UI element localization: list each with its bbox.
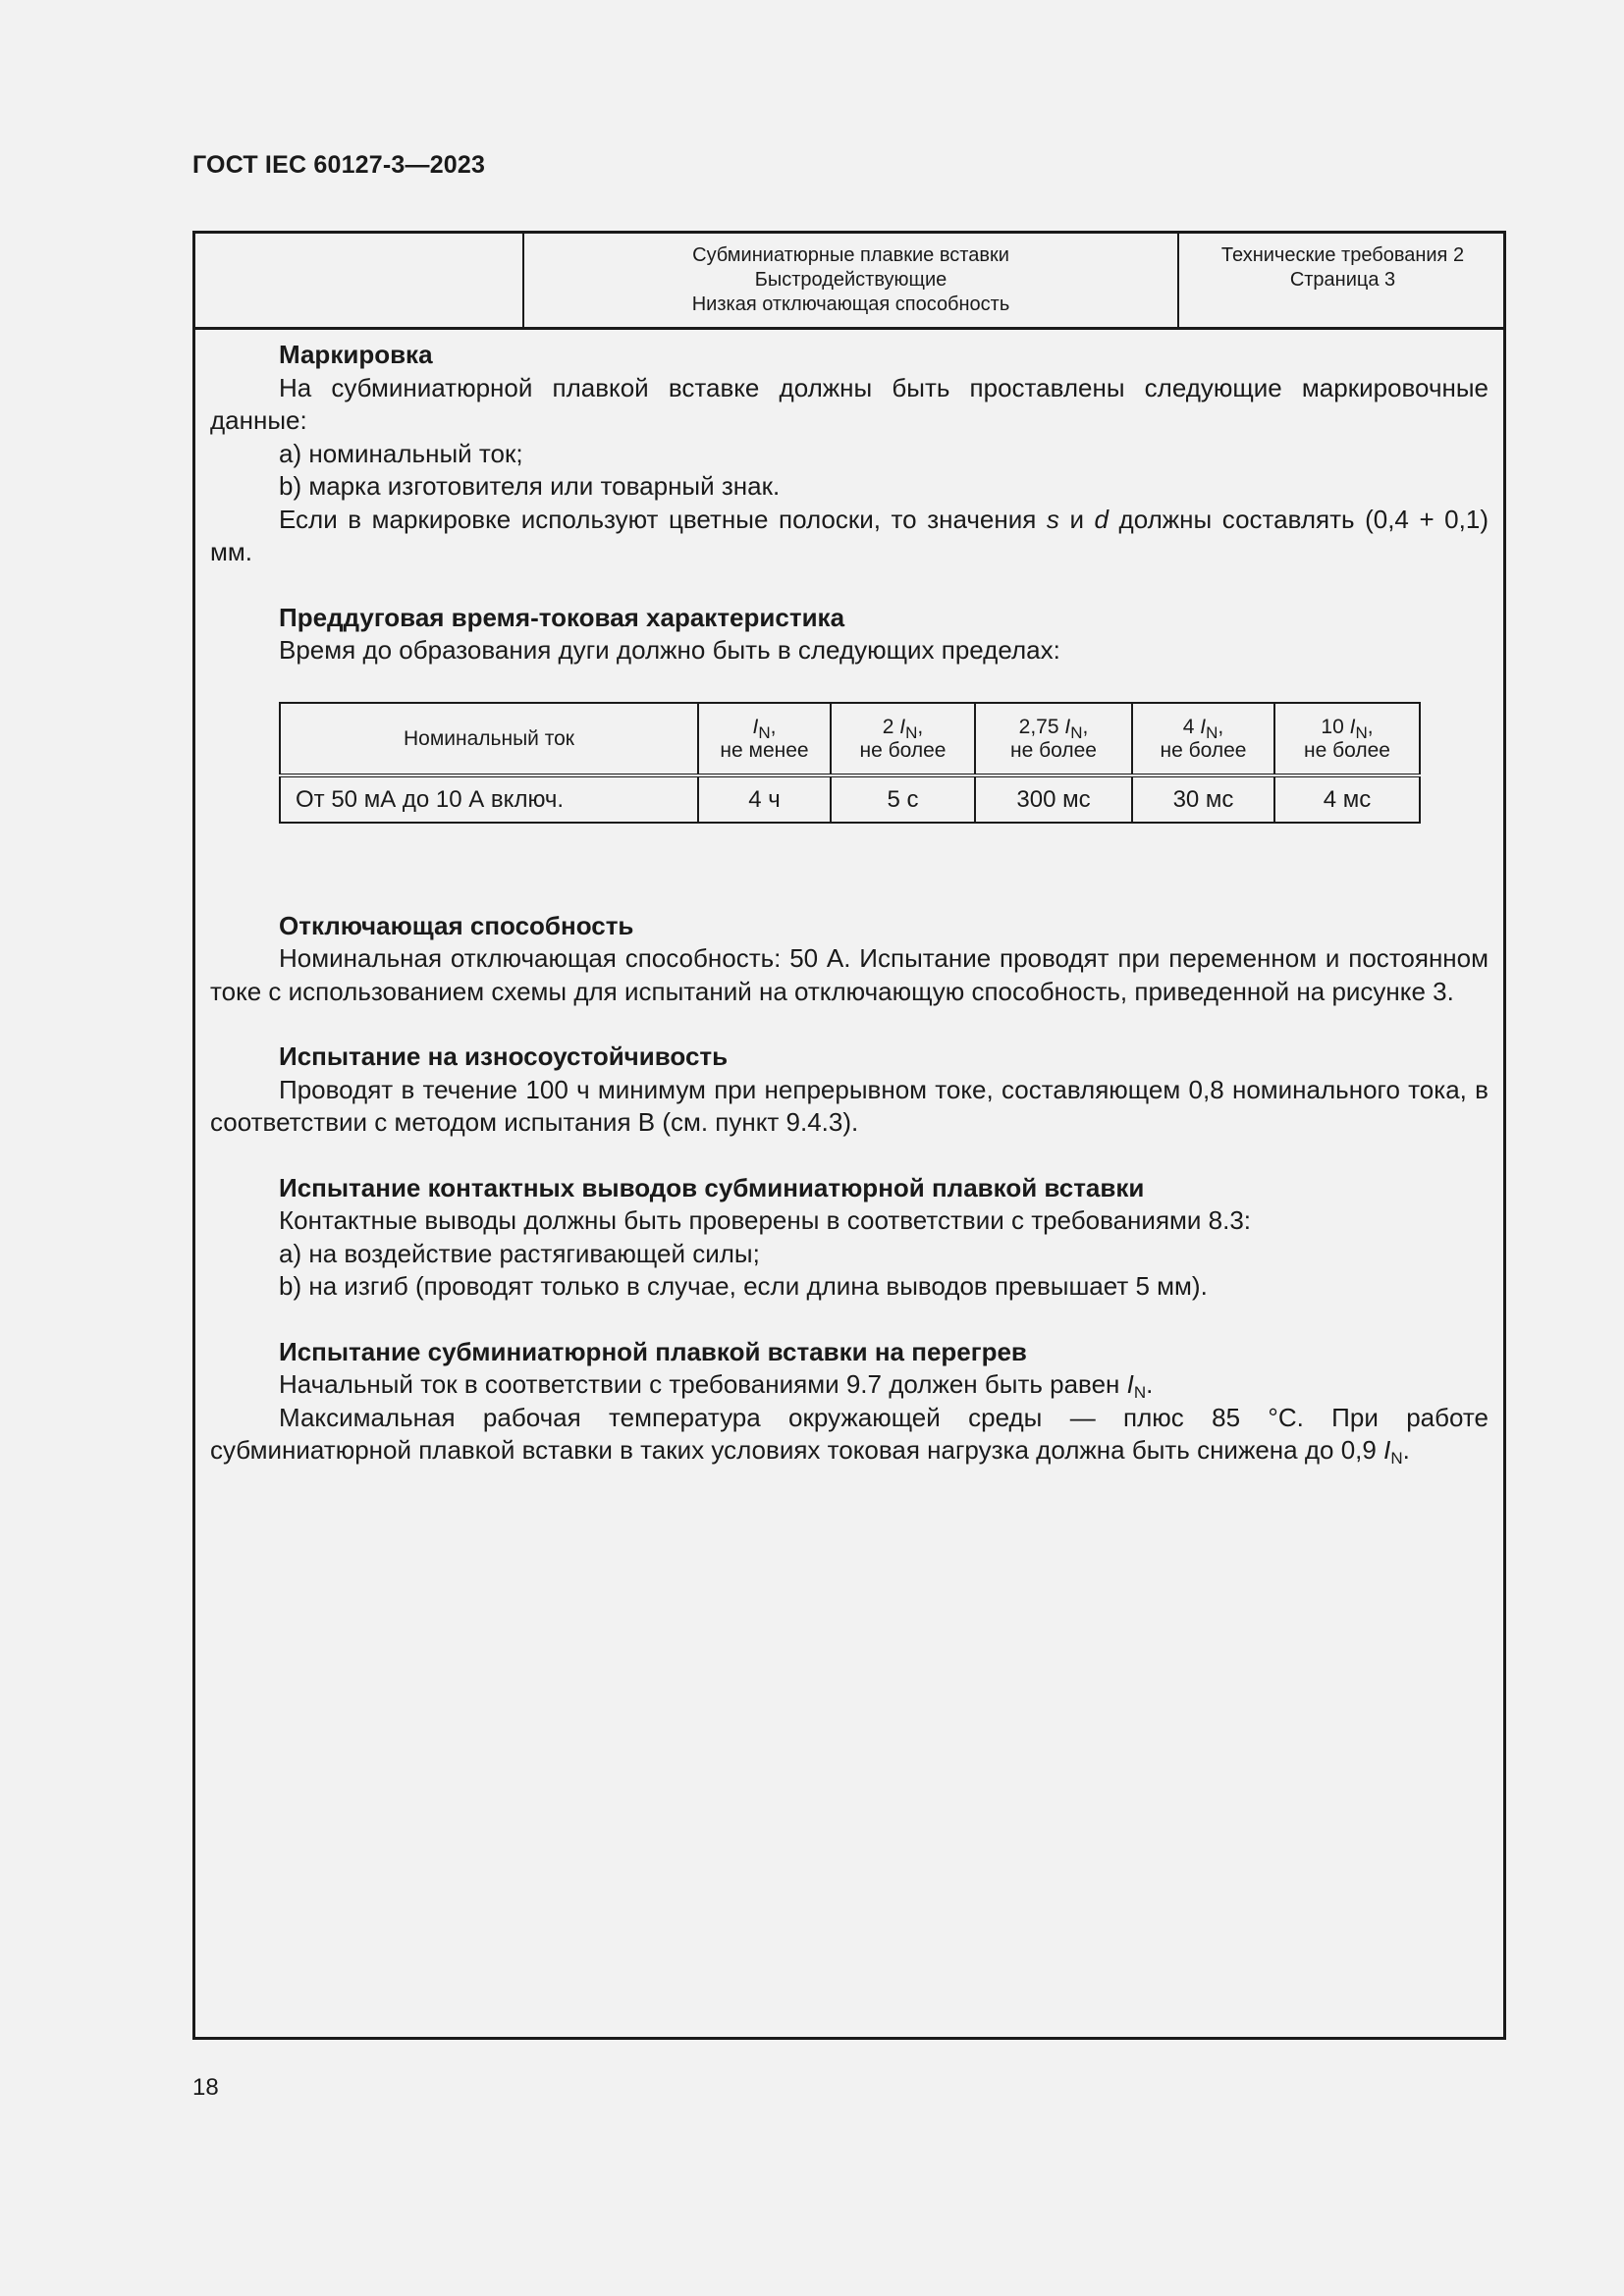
header-sheet-line: Страница 3 — [1289, 269, 1396, 291]
table-header-col: 10 $I_N$, не более — [1274, 703, 1420, 775]
header-title-line: Быстродействующие — [754, 269, 947, 291]
table-row — [280, 775, 1420, 823]
section-heading-endurance: Испытание на износоустойчивость — [279, 1041, 729, 1071]
table-cell: 30 мс — [1132, 775, 1274, 823]
table-header-col: $I_N$, не менее — [698, 703, 831, 775]
breaking-text: Номинальная отключающая способность: 50 А. Испытание проводят при переменном и постоянном токе с использованием схемы для испытаний на отключающую способность, приведенной на рисунке 3. — [210, 943, 1489, 1006]
header-title-cell — [524, 234, 1179, 327]
header-block — [195, 234, 1503, 330]
table-header-col: 2,75 $I_N$, не более — [975, 703, 1132, 775]
prearc-intro: Время до образования дуги должно быть в следующих пределах: — [279, 635, 1060, 665]
prearc-table — [279, 702, 1421, 824]
terminals-item-b: b) на изгиб (проводят только в случае, если длина выводов превышает 5 мм). — [279, 1271, 1208, 1301]
header-sheet-cell — [1179, 234, 1506, 327]
section-heading-breaking: Отключающая способность — [279, 910, 634, 940]
table-header-rated-current: Номинальный ток — [280, 703, 698, 775]
table-header-col: 4 $I_N$, не более — [1132, 703, 1274, 775]
terminals-item-a: a) на воздействие растягивающей силы; — [279, 1238, 760, 1268]
table-cell-label: От 50 мА до 10 А включ. — [280, 775, 698, 823]
terminals-intro: Контактные выводы должны быть проверены в соответствии с требованиями 8.3: — [279, 1205, 1252, 1235]
marking-intro: На субминиатюрной плавкой вставке должны быть проставлены следующие маркировочные данные: — [210, 372, 1489, 435]
table-cell: 5 с — [831, 775, 975, 823]
table-cell: 4 ч — [698, 775, 831, 823]
section-heading-terminals: Испытание контактных выводов субминиатюрной плавкой вставки — [279, 1172, 1145, 1202]
content — [210, 339, 1489, 1468]
section-heading-marking: Маркировка — [279, 340, 433, 369]
section-heading-prearc: Преддуговая время-токовая характеристика — [279, 602, 845, 632]
header-sheet-line: Технические требования 2 — [1220, 244, 1465, 266]
marking-color-note: Если в маркировке используют цветные полоски, то значения s и d должны составлять (0,4 + 0,1) мм. — [210, 504, 1489, 566]
document-code: ГОСТ IEC 60127-3—2023 — [192, 151, 486, 179]
page-number: 18 — [192, 2074, 219, 2101]
overload-p1: Начальный ток в соответствии с требованиями 9.7 должен быть равен $I_N$. — [279, 1369, 1154, 1402]
header-title-line: Субминиатюрные плавкие вставки — [692, 244, 1009, 266]
marking-item-a: a) номинальный ток; — [279, 438, 523, 468]
overload-p2: Максимальная рабочая температура окружающей среды — плюс 85 °C. При работе субминиатюрной плавкой вставки в таких условиях токовая нагрузка должна быть снижена до 0,9 $I_N$. — [210, 1402, 1489, 1468]
table-header-col: 2 $I_N$, не более — [831, 703, 975, 775]
table-cell: 300 мс — [975, 775, 1132, 823]
header-title-line: Низкая отключающая способность — [691, 294, 1010, 315]
page-frame — [192, 231, 1506, 2040]
header-empty-cell — [195, 234, 524, 327]
section-heading-overload: Испытание субминиатюрной плавкой вставки на перегрев — [279, 1336, 1027, 1366]
table-cell: 4 мс — [1274, 775, 1420, 823]
endurance-text: Проводят в течение 100 ч минимум при непрерывном токе, составляющем 0,8 номинального тока, в соответствии с методом испытания B (см. пункт 9.4.3). — [210, 1074, 1489, 1137]
marking-item-b: b) марка изготовителя или товарный знак. — [279, 471, 781, 501]
